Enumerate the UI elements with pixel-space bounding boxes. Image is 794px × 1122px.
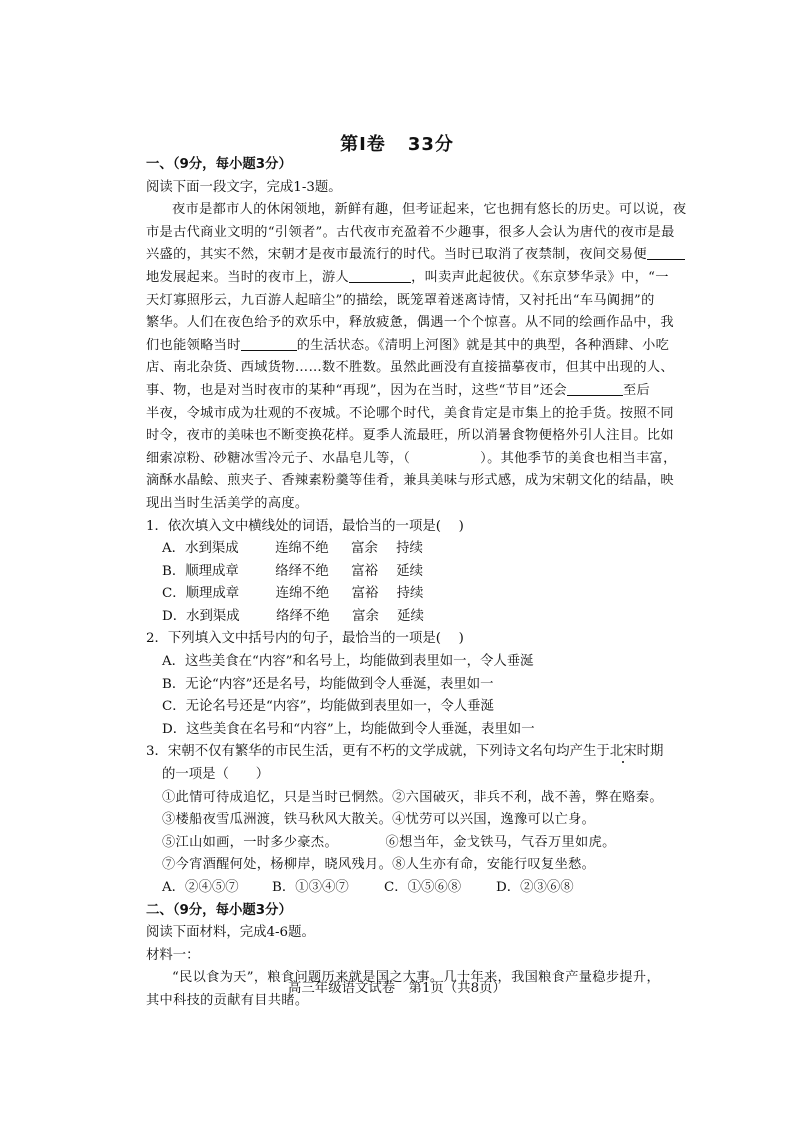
section1-passage xyxy=(146,199,687,515)
fill-blank-1[interactable] xyxy=(647,245,685,260)
question-1-option-b[interactable]: B．顺理成章 络绎不绝 富裕 延续 xyxy=(162,563,424,579)
poem-line: ①此情可待成追忆，只是当时已惘然。②六国破灭，非兵不利，战不善，弊在赂秦。 xyxy=(162,789,663,805)
fill-blank-4[interactable] xyxy=(567,381,623,396)
question-1-option-a[interactable]: A．水到渠成 连绵不绝 富余 持续 xyxy=(162,541,423,557)
question-1-option-c[interactable]: C．顺理成章 连绵不绝 富裕 持续 xyxy=(162,586,424,602)
passage-line: 半夜，令城市成为壮观的不夜城。不论哪个时代，美食肯定是市集上的抢手货。按照不同 xyxy=(146,405,674,421)
question-2-option-a[interactable]: A．这些美食在“内容”和名号上，均能做到表里如一，令人垂涎 xyxy=(162,654,534,670)
question-2-option-c[interactable]: C．无论名号还是“内容”，均能做到表里如一，令人垂涎 xyxy=(162,699,494,715)
fill-blank-2[interactable] xyxy=(349,268,411,283)
section1-instruction: 阅读下面一段文字，完成1-3题。 xyxy=(146,179,342,195)
title-part: 第I卷 xyxy=(340,134,386,155)
question-2-option-d[interactable]: D．这些美食在名号和“内容”上，均能做到令人垂涎，表里如一 xyxy=(162,721,535,737)
passage-line: 兴盛的，其实不然，宋朝才是夜市最流行的时代。当时已取消了夜禁制，夜间交易便 xyxy=(146,244,658,267)
passage-line: 们也能领略当时 的生活状态。《清明上河图》就是其中的典型，各种酒肆、小吃 xyxy=(146,337,670,353)
passage-line: 地发展起来。当时的夜市上，游人 ，叫卖声此起彼伏。《东京梦华录》中，“一 xyxy=(146,269,669,285)
fill-blank-3[interactable] xyxy=(241,336,297,351)
section2-instruction: 阅读下面材料，完成4-6题。 xyxy=(146,925,315,941)
passage-line: 现出当时生活美学的高度。 xyxy=(146,495,309,511)
material-line: “民以食为天”，粮食问题历来就是国之大事。几十年来，我国粮食产量稳步提升， xyxy=(172,970,660,986)
question-3-option-b[interactable]: B．①③④⑦ xyxy=(272,880,349,895)
passage-line: 繁华。人们在夜色给予的欢乐中，释放疲惫，偶遇一个个惊喜。从不同的绘画作品中，我 xyxy=(146,315,674,331)
question-3-option-a[interactable]: A．②④⑤⑦ xyxy=(162,880,239,895)
material-label: 材料一： xyxy=(146,947,200,963)
passage-line: 天灯寡照彤云，九百游人起暗尘”的描绘，既笼罩着迷离诗情，又衬托出“车马阗拥”的 xyxy=(146,292,655,308)
poem-line: ⑦今宵酒醒何处，杨柳岸，晓风残月。⑧人生亦有命，安能行叹复坐愁。 xyxy=(162,857,596,873)
question-2-option-b[interactable]: B．无论“内容”还是名号，均能做到令人垂涎，表里如一 xyxy=(162,676,494,692)
title-score: 33分 xyxy=(407,134,454,155)
passage-line: 市是古代商业文明的“引领者”。古代夜市充盈着不少趣事，很多人会认为唐代的夜市是最 xyxy=(146,224,675,240)
question-3-option-c[interactable]: C．①⑤⑥⑧ xyxy=(384,880,462,895)
section2-heading: 二、（9分，每小题3分） xyxy=(146,902,292,918)
question-1-stem: 1．依次填入文中横线处的词语，最恰当的一项是( ) xyxy=(146,518,464,534)
question-3-option-d[interactable]: D．②③⑥⑧ xyxy=(496,880,574,895)
passage-line: 事、物，也是对当时夜市的某种“再现”，因为在当时，这些“节目”还会 至后 xyxy=(146,382,651,398)
question-3-answers xyxy=(146,877,658,900)
page-title xyxy=(0,130,794,156)
emphasis-dots: 北宋 xyxy=(609,744,637,760)
poem-line: ③楼船夜雪瓜洲渡，铁马秋风大散关。④忧劳可以兴国，逸豫可以亡身。 xyxy=(162,812,596,828)
passage-line: 时令，夜市的美味也不断变换花样。夏季人流最旺，所以消暑食物便格外引人注目。比如 xyxy=(146,428,674,444)
passage-line: 夜市是都市人的休闲领地，新鲜有趣，但考证起来，它也拥有悠长的历史。可以说，夜 xyxy=(172,202,687,218)
passage-line: 店、南北杂货、西域货物……数不胜数。虽然此画没有直接描摹夜市，但其中出现的人、 xyxy=(146,360,674,376)
passage-line: 细索凉粉、砂糖冰雪冷元子、水晶皂儿等，（ ）。其他季节的美食也相当丰富， xyxy=(146,450,677,466)
poem-line: ⑤江山如画，一时多少豪杰。 ⑥想当年，金戈铁马，气吞万里如虎。 xyxy=(162,834,616,850)
section1-heading: 一、（9分，每小题3分） xyxy=(146,157,292,172)
question-3-stem-cont: 的一项是（ ） xyxy=(162,767,270,783)
question-2-stem: 2．下列填入文中括号内的句子，最恰当的一项是( ) xyxy=(146,631,464,647)
passage-line: 滴酥水晶鲙、煎夹子、香辣素粉羹等佳肴，兼具美味与形式感，成为宋朝文化的结晶，映 xyxy=(146,473,674,489)
page-footer: 高三年级语文试卷 第1页（共8页） xyxy=(288,981,506,996)
material-line: 其中科技的贡献有目共睹。 xyxy=(146,992,309,1008)
exam-content xyxy=(146,154,687,1013)
question-3-stem: 3．宋朝不仅有繁华的市民生活，更有不朽的文学成就，下列诗文名句均产生于北宋时期 xyxy=(146,744,664,760)
question-1-option-d[interactable]: D．水到渠成 络绎不绝 富余 延续 xyxy=(162,608,424,624)
